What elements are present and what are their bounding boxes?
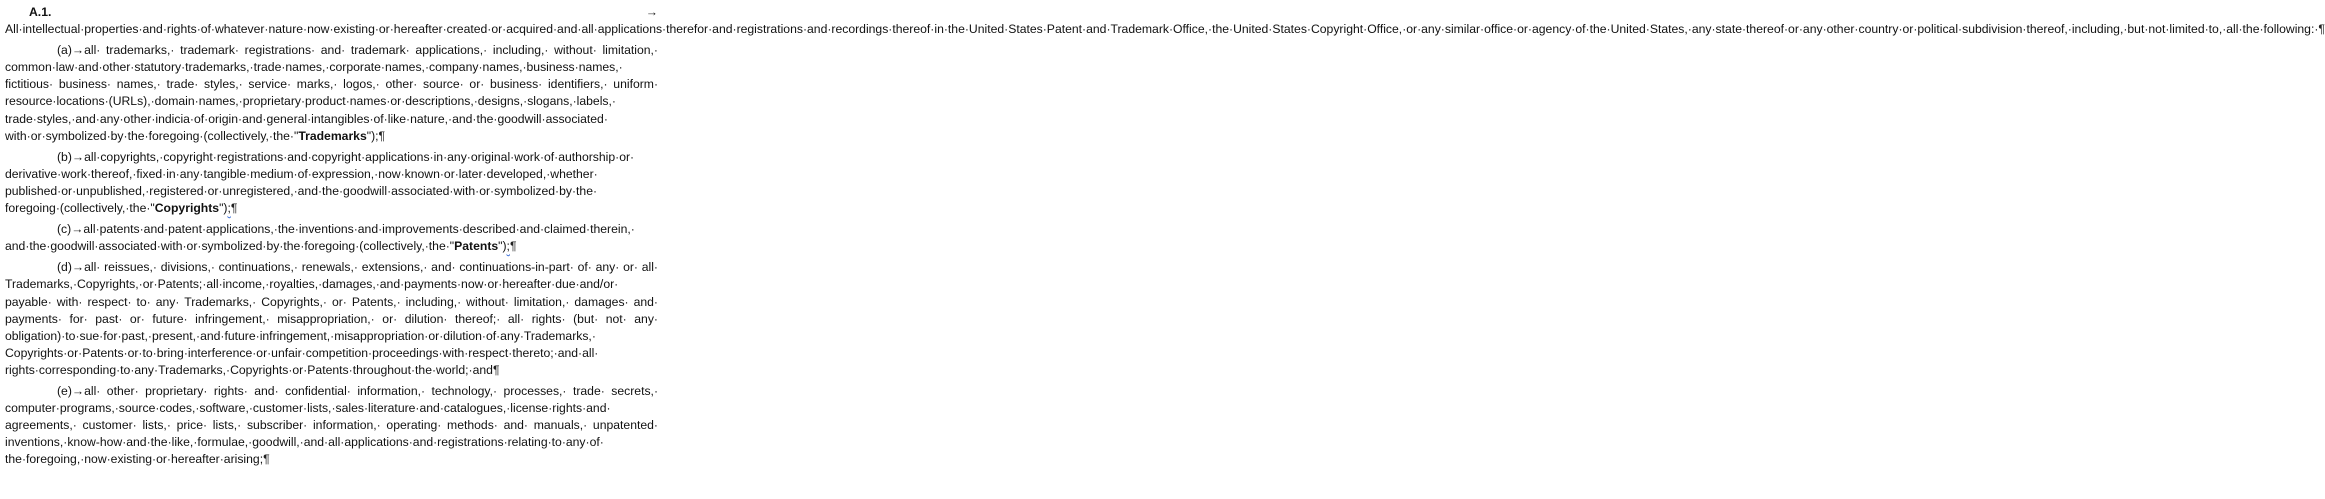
clause-d-text: (d)→all· reissues,· divisions,· continuations,· renewals,· extensions,· and· continuations-in-part· of· any· or· all· Trademarks,·Copyrights,·or·Patents;·all·income,·royalties,·damages,·and·payments·now·or·hereafter·due·and/or· payable· with· respect· to· any· Trademarks,· Copyrights,· or· Patents,· including,· without· limitation,· damages· and· payments· for· past· or· future· infringement,· misappropriation,· or· dilution· thereof;· all· rights· (but· not· any· obligation)·to·sue·for·past,·present,·and·future·infringement,·misappropriation·or·dilution·of·any·Trademarks,· Copyrights·or·Patents·or·to·bring·interference·or·unfair·competition·proceedings·with·respect·thereto;·and·all· rights·corresponding·to·any·Trademarks,·Copyrights·or·Patents·throughout·the·world;·and <box>5 260 658 377</box>
clause-c-text: (c)→all·patents·and·patent·applications,·the·inventions·and·improvements·described·and·claimed·therein,· and·the·goodwill·associated·with·or·symbolized·by·the·foregoing·(collectively,·the·" <box>5 222 635 254</box>
defined-term-copyrights: Copyrights <box>154 201 220 216</box>
section-number: A.1. <box>29 5 52 19</box>
clause-b-paragraph[interactable] <box>5 149 658 217</box>
clause-e-text: (e)→all· other· proprietary· rights· and· confidential· information,· technology,· processes,· trade· secrets,· computer·programs,·source·codes,·software,·customer·lists,·sales·literature·and·catalogues,·license·rights·and· agreements,· customer· lists,· price· lists,· subscriber· information,· operating· methods· and· manuals,· unpatented· inventions,·know-how·and·the·like,·formulae,·goodwill,·and·all·applications·and·registrations·relating·to·any·of· the·foregoing,·now·existing·or·hereafter·arising; <box>5 383 658 467</box>
clause-e-paragraph[interactable] <box>5 383 658 468</box>
pilcrow-mark: ¶ <box>263 452 270 467</box>
pilcrow-mark: ¶ <box>492 362 500 377</box>
defined-term-patents: Patents <box>454 239 499 254</box>
clause-a-close: "); <box>366 128 379 143</box>
clause-a-paragraph[interactable] <box>5 42 658 145</box>
clause-c-paragraph[interactable] <box>5 221 658 255</box>
grammar-check-squiggle[interactable]: ; <box>227 201 231 216</box>
defined-term-trademarks: Trademarks <box>298 128 367 143</box>
section-a1-paragraph[interactable] <box>5 4 2325 38</box>
clause-b-text: (b)→all·copyrights,·copyright·registrations·and·copyright·applications·in·any·original·work·of·authorship·or· derivative·work·thereof,·fixed·in·any·tangible·medium·of·expression,·now·known·or·later·developed,·whether· published·or·unpublished,·registered·or·unregistered,·and·the·goodwill·associated·with·or·symbolized·by·the· foregoing·(collectively,·the·" <box>5 149 635 216</box>
grammar-check-squiggle[interactable]: ; <box>506 239 510 254</box>
clause-c-close-quote: ") <box>498 239 507 254</box>
pilcrow-mark: ¶ <box>2318 22 2325 37</box>
section-intro-text: → All·intellectual·properties·and·rights·of·whatever·nature·now·existing·or·hereafter·created·or·acquired·and·all·applications·therefor·and·registrations·and·recordings·thereof·in·the·United·States·Patent·and·Trademark·Office,·the·United·States·Copyright·Office,·or·any·similar·office·or·agency·of·the·United·States,·any·state·thereof·or·any·other·country·or·political·subdivision·thereof,·including,·but·not·limited·to,·all·the·following:· <box>5 5 2319 37</box>
pilcrow-mark: ¶ <box>378 128 386 143</box>
clause-b-close-quote: ") <box>219 201 228 216</box>
clause-d-paragraph[interactable] <box>5 259 658 379</box>
pilcrow-mark: ¶ <box>509 239 517 254</box>
pilcrow-mark: ¶ <box>230 201 238 216</box>
clause-a-text: (a)→all· trademarks,· trademark· registrations· and· trademark· applications,· including,· without· limitation,· common·law·and·other·statutory·trademarks,·trade·names,·corporate·names,·company·names,·business·names,· fictitious· business· names,· trade· styles,· service· marks,· logos,· other· source· or· business· identifiers,· uniform· resource·locations·(URLs),·domain·names,·proprietary·product·names·or·descriptions,·designs,·slogans,·labels,· trade·styles,·and·any·other·indicia·of·origin·and·general·intangibles·of·like·nature,·and·the·goodwill·associated· with·or·symbolized·by·the·foregoing·(collectively,·the·" <box>5 43 658 143</box>
